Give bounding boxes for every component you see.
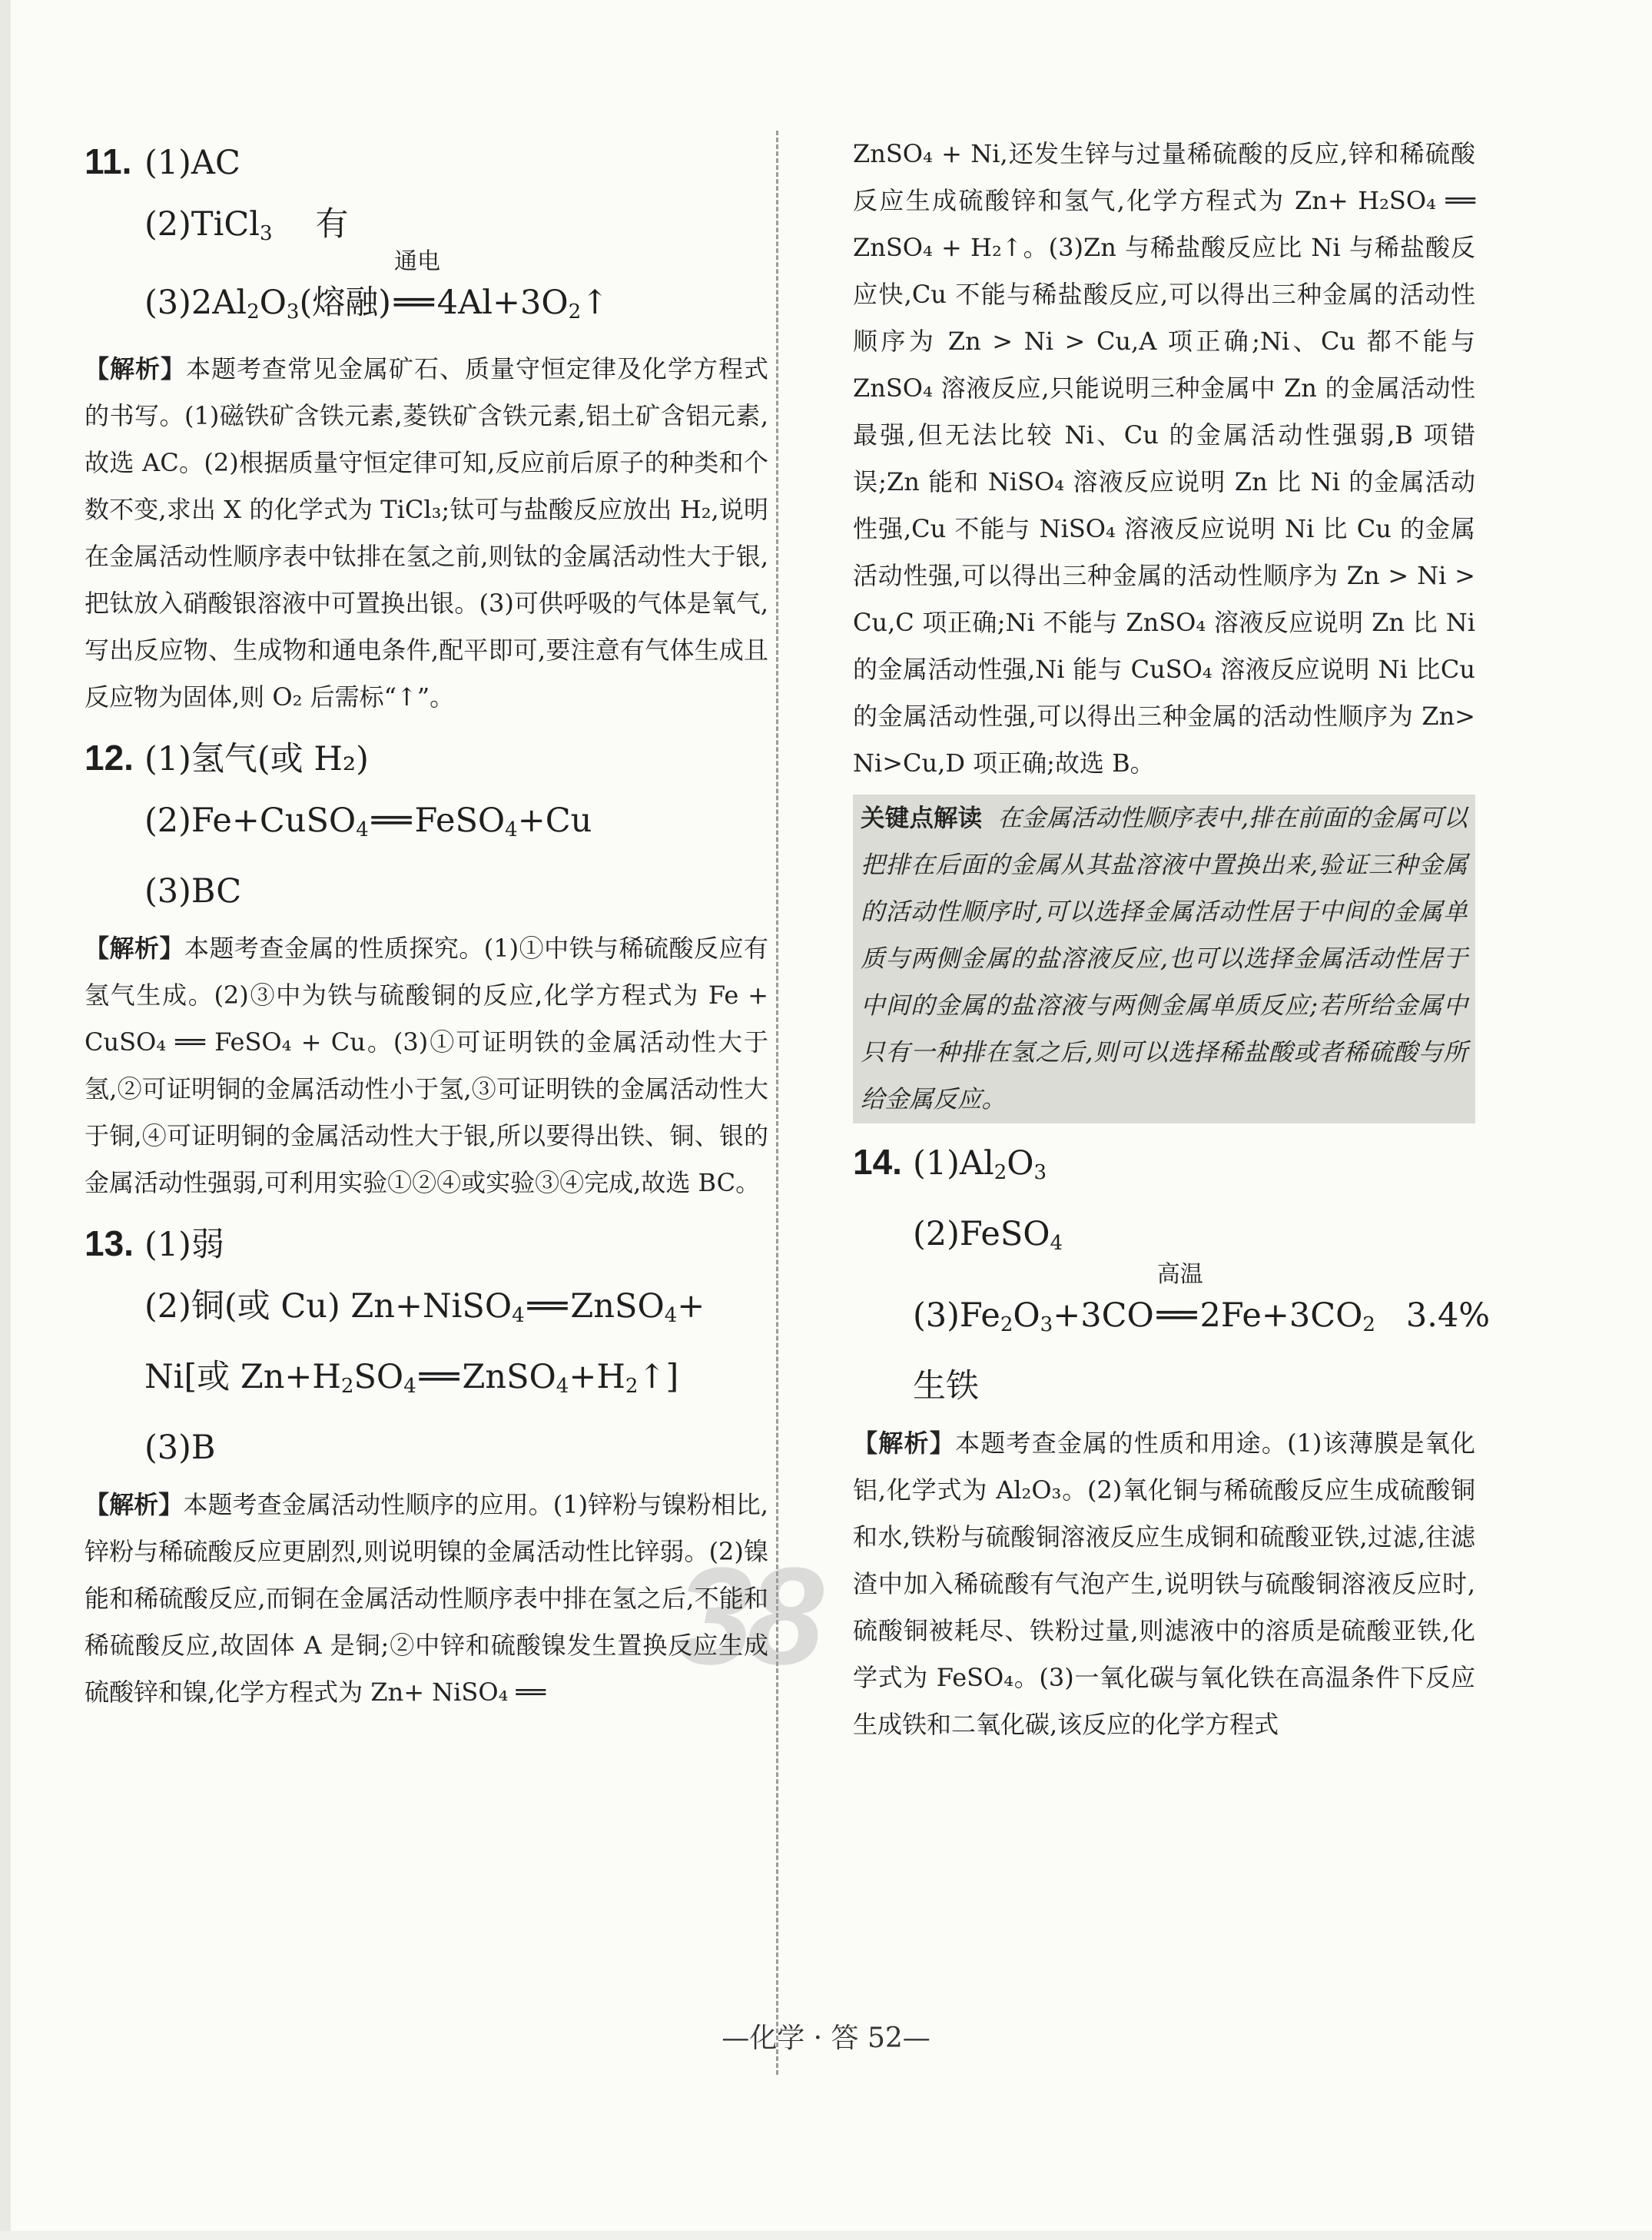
answer-text: (1)氢气(或 H₂) <box>144 740 369 778</box>
explanation-text: 本题考查常见金属矿石、质量守恒定律及化学方程式的书写。(1)磁铁矿含铁元素,菱铁矿含铁元素,铝土矿含铝元素,故选 AC。(2)根据质量守恒定律可知,反应前后原子的种类和个数不变,求出 X 的化学式为 TiCl₃;钛可与盐酸反应放出 H₂,说明在金属活动性顺序表中钛排在氢之前,则钛的金属活动性大于银,把钛放入硝酸银溶液中可置换出银。(3)可供呼吸的气体是氧气,写出反应物、生成物和通电条件,配平即可,要注意有气体生成且反应物为固体,则 O₂ 后需标“↑”。 <box>85 354 768 712</box>
answer-text: (1)Al <box>913 1144 994 1183</box>
answer-text: (2)Fe+CuSO <box>144 801 357 840</box>
answer-text: O <box>259 284 287 322</box>
q12-explanation <box>85 925 768 1206</box>
column-divider <box>776 131 778 2075</box>
answer-text: (2)TiCl <box>144 205 260 244</box>
subscript: 3 <box>1033 1161 1047 1184</box>
answer-text: (3)B <box>144 1429 216 1467</box>
question-number: 12. <box>85 738 134 778</box>
q13-answer-2b <box>25 1346 768 1417</box>
answer-text: +3CO <box>1053 1296 1154 1335</box>
subscript: 4 <box>664 1304 678 1327</box>
q12-answer-2 <box>85 790 768 861</box>
answer-text: 4Al+3O <box>436 284 569 322</box>
q14-answer-3 <box>853 1261 1491 1356</box>
key-point-tag: 关键点解读 <box>861 804 983 831</box>
answer-text: O <box>1007 1144 1034 1183</box>
subscript: 4 <box>505 818 518 841</box>
key-point-box <box>853 795 1475 1123</box>
answer-text: 3.4% <box>1405 1296 1491 1335</box>
subscript: 2 <box>568 300 582 324</box>
answer-text: (3)2Al <box>144 284 247 322</box>
q14-explanation <box>853 1420 1475 1748</box>
subscript: 4 <box>403 1375 416 1398</box>
answer-text: ZnSO <box>462 1358 556 1396</box>
subscript: 2 <box>247 300 260 324</box>
explanation-tag: 【解析】 <box>85 1491 184 1518</box>
answer-text: ↑] <box>638 1358 679 1396</box>
reaction-condition: 高温 <box>1156 1261 1203 1288</box>
reaction-condition: 通电 <box>394 248 440 275</box>
answer-text: 有 <box>315 205 349 244</box>
q14-answer-1 <box>853 1131 1475 1203</box>
answer-text: (熔融) <box>299 284 391 322</box>
page-footer: —化学 · 答 52— <box>722 2023 930 2054</box>
answer-text: ZnSO <box>570 1287 665 1326</box>
q13-answer-2 <box>85 1276 768 1346</box>
gas-arrow-icon: ↑ <box>581 284 609 322</box>
watermark: 38 <box>676 1539 818 1694</box>
left-column <box>85 131 768 1722</box>
key-point-text: 在金属活动性顺序表中,排在前面的金属可以把排在后面的金属从其盐溶液中置换出来,验证三种金属的活动性顺序时,可以选择金属活动性居于中间的金属单质与两侧金属的盐溶液反应,也可以选择金属活动性居于中间的金属的盐溶液与两侧金属单质反应;若所给金属中只有一种排在氢之后,则可以选择稀盐酸或者稀硫酸与所给金属反应。 <box>861 805 1468 1113</box>
reaction-arrow: 高温 ══ <box>1156 1261 1203 1335</box>
question-number: 13. <box>85 1223 134 1263</box>
q11-answer-1 <box>85 131 768 194</box>
subscript: 2 <box>625 1375 639 1398</box>
subscript: 2 <box>1362 1313 1375 1336</box>
reaction-arrow: ══ <box>419 1358 459 1396</box>
subscript: 2 <box>1000 1313 1013 1336</box>
page-bottom-edge <box>0 2231 1652 2240</box>
subscript: 3 <box>286 300 300 324</box>
q11-answer-3 <box>85 248 768 343</box>
explanation-text: ZnSO₄ + Ni,还发生锌与过量稀硫酸的反应,锌和稀硫酸反应生成硫酸锌和氢气,化学方程式为 Zn+ H₂SO₄ ══ ZnSO₄ + H₂↑。(3)Zn 与稀盐酸反应比 Ni 与稀盐酸反应快,Cu 不能与稀盐酸反应,可以得出三种金属的活动性顺序为 Zn > Ni > Cu,A 项正确;Ni、Cu 都不能与 ZnSO₄ 溶液反应,只能说明三种金属中 Zn 的金属活动性最强,但无法比较 Ni、Cu 的金属活动性强弱,B 项错误;Zn 能和 NiSO₄ 溶液反应说明 Zn 比 Ni 的金属活动性强,Cu 不能与 NiSO₄ 溶液反应说明 Ni 比 Cu 的金属活动性强,可以得出三种金属的活动性顺序为 Zn > Ni > Cu,C 项正确;Ni 不能与 ZnSO₄ 溶液反应说明 Zn 比 Ni 的金属活动性强,Ni 能与 CuSO₄ 溶液反应说明 Ni 比Cu 的金属活动性强,可以得出三种金属的活动性顺序为 Zn> Ni>Cu,D 项正确;故选 B。 <box>853 139 1475 778</box>
answer-text: FeSO <box>414 801 506 840</box>
subscript: 4 <box>356 818 369 841</box>
subscript: 4 <box>1050 1232 1063 1255</box>
answer-text: Ni[或 Zn+H <box>144 1358 341 1396</box>
answer-text: O <box>1013 1296 1040 1335</box>
q13-explanation-part2 <box>853 131 1475 787</box>
subscript: 4 <box>512 1304 525 1327</box>
answer-text: +H <box>569 1358 625 1396</box>
answer-text: + <box>677 1287 705 1326</box>
answer-text: +Cu <box>517 801 592 840</box>
subscript: 4 <box>556 1375 569 1398</box>
reaction-arrow: ══ <box>371 801 412 840</box>
reaction-arrow: ══ <box>527 1287 568 1326</box>
answer-text: (1)AC <box>144 144 241 182</box>
explanation-text: 本题考查金属的性质和用途。(1)该薄膜是氧化铝,化学式为 Al₂O₃。(2)氧化铜与稀硫酸反应生成硫酸铜和水,铁粉与硫酸铜溶液反应生成铜和硫酸亚铁,过滤,往滤渣中加入稀硫酸有气泡产生,说明铁与硫酸铜溶液反应时,硫酸铜被耗尽、铁粉过量,则滤液中的溶质是硫酸亚铁,化学式为 FeSO₄。(3)一氧化碳与氧化铁在高温条件下反应生成铁和二氧化碳,该反应的化学方程式 <box>853 1429 1475 1739</box>
answer-text: (1)弱 <box>144 1226 224 1264</box>
answer-text: (3)Fe <box>913 1296 1000 1335</box>
q11-explanation <box>85 346 768 721</box>
answer-text: (2)铜(或 Cu) Zn+NiSO <box>144 1287 513 1326</box>
answer-text: (2)FeSO <box>913 1215 1050 1253</box>
explanation-text: 本题考查金属活动性顺序的应用。(1)锌粉与镍粉相比,锌粉与稀硫酸反应更剧烈,则说明镍的金属活动性比锌弱。(2)镍能和稀硫酸反应,而铜在金属活动性顺序表中排在氢之后,不能和稀硫酸反应,故固体 A 是铜;②中锌和硫酸镍发生置换反应生成硫酸锌和镍,化学方程式为 Zn+ NiSO₄ ══ <box>85 1490 768 1707</box>
answer-text: SO <box>353 1358 404 1396</box>
explanation-text: 本题考查金属的性质探究。(1)①中铁与稀硫酸反应有氢气生成。(2)③中为铁与硫酸铜的反应,化学方程式为 Fe + CuSO₄ ══ FeSO₄ + Cu。(3)①可证明铁的金属活动性大于氢,②可证明铜的金属活动性小于氢,③可证明铁的金属活动性大于铜,④可证明铜的金属活动性大于银,所以要得出铁、铜、银的金属活动性强弱,可利用实验①②④或实验③④完成,故选 BC。 <box>85 934 768 1197</box>
answer-text: (3)BC <box>144 872 242 911</box>
q13-answer-3 <box>85 1417 768 1478</box>
subscript: 2 <box>340 1375 354 1398</box>
q12-answer-1 <box>85 727 768 790</box>
right-column <box>853 131 1491 1754</box>
question-number: 14. <box>853 1142 902 1182</box>
q14-answer-3b <box>853 1356 1475 1417</box>
answer-text: 生铁 <box>913 1367 979 1405</box>
explanation-tag: 【解析】 <box>85 355 186 383</box>
answer-text: 2Fe+3CO <box>1199 1296 1363 1335</box>
q13-answer-1 <box>85 1213 768 1276</box>
explanation-tag: 【解析】 <box>853 1429 955 1457</box>
subscript: 2 <box>994 1161 1007 1184</box>
subscript: 3 <box>260 222 273 245</box>
question-number: 11. <box>85 141 132 181</box>
q12-answer-3 <box>85 861 768 922</box>
reaction-arrow: 通电 ══ <box>394 248 440 322</box>
subscript: 3 <box>1040 1313 1053 1336</box>
page-edge <box>0 0 11 2240</box>
q13-explanation-part1 <box>85 1482 768 1716</box>
explanation-tag: 【解析】 <box>85 934 184 962</box>
